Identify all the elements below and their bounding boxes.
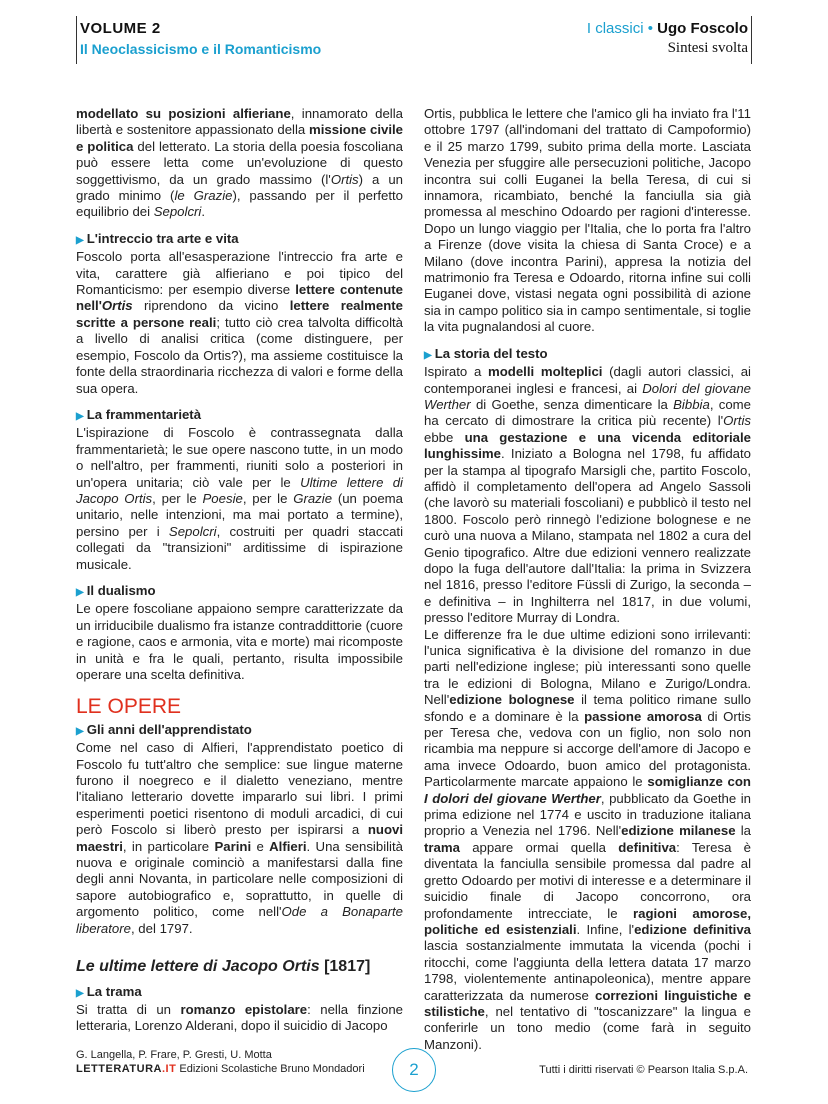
footer-publisher-line: LETTERATURA.IT Edizioni Scolastiche Bruno Mondadori (76, 1063, 365, 1075)
section-heading: ▶ La frammentarietà (76, 406, 202, 422)
triangle-icon: ▶ (424, 349, 432, 361)
section-heading: ▶ La storia del testo (424, 345, 548, 361)
footer-rights: Tutti i diritti riservati © Pearson Italia S.p.A. (539, 1064, 748, 1076)
page-number: 2 (392, 1048, 436, 1092)
paragraph: Foscolo porta all'esasperazione l'intreccio fra arte e vita, carattere già alfieriano e poi tipico del Romanticismo: per esempio diverse lettere contenute nell'Ortis riprendono da vicino lettere realmente scritte a persone reali; tutto ciò crea talvolta difficoltà a livello di analisi critica (come distinguere, per esempio, Foscolo da Ortis?), ma assieme costituisce la fonte della straordinaria ricchezza di valori e forme della sua opera. (76, 249, 403, 396)
header-left (80, 20, 321, 57)
paragraph: L'ispirazione di Foscolo è contrassegnata dalla frammentarietà; le sue opere nascono tutte, in un modo o nell'altro, per frammenti, riuniti solo a posteriori in un'opera unitaria; ciò vale per le Ultime lettere di Jacopo Ortis, per le Poesie, per le Grazie (un poema unitario, nelle intenzioni, ma mai portato a termine), persino per i Sepolcri, costruiti per quadri staccati collegati da "transizioni" arditissime di ispirazione musicale. (76, 425, 404, 572)
paragraph: modellato su posizioni alfieriane, innamorato della libertà e sostenitore appassionato della missione civile e politica del letterato. La storia della poesia foscoliana può essere letta come un'evoluzione di questo soggettivismo, da un grado massimo (l'Ortis) a un grado minimo (le Grazie), passando per il perfetto equilibrio dei Sepolcri. (76, 106, 404, 220)
right-column (424, 106, 751, 1053)
section-heading: ▶ La trama (76, 983, 142, 999)
brand-logo: LETTERATURA.IT (76, 1063, 177, 1075)
work-title: Le ultime lettere di Jacopo Ortis [1817] (76, 958, 371, 976)
paragraph: Come nel caso di Alfieri, l'apprendistato poetico di Foscolo fu tutt'altro che semplice: sue lingue materne furono il noegreco e il dialetto veneziano, mentre l'italiano letterario dovette impararlo sui libri. I primi esperimenti poetici risentono di moduli arcadici, di cui però Foscolo si liberò presto per ispirarsi a nuovi maestri, in particolare Parini e Alfieri. Una sensibilità nuova e originale cominciò a manifestarsi dalla fine degli anni Novanta, in particolare nelle composizioni di sapore autobiografico e, soprattutto, in quelle di argomento politico, come nell'Ode a Bonaparte liberatore, del 1797. (76, 740, 403, 936)
section-heading: ▶ L'intreccio tra arte e vita (76, 230, 239, 246)
header-rule-left (76, 16, 77, 64)
paragraph: Le opere foscoliane appaiono sempre caratterizzate da un irriducibile dualismo fra istanze contraddittorie (cuore e ragione, caos e armonia, vita e morte) mai ricomposte in unità e fra le quali, pertanto, risulta impossibile operare una scelta definitiva. (76, 601, 403, 682)
triangle-icon: ▶ (76, 987, 84, 999)
header-right (587, 20, 748, 57)
section-type: Sintesi svolta (667, 40, 748, 56)
paragraph: Si tratta di un romanzo epistolare: nella finzione letteraria, Lorenzo Alderani, dopo il suicidio di Jacopo (76, 1001, 403, 1034)
volume-label: VOLUME 2 (80, 20, 161, 37)
triangle-icon: ▶ (76, 410, 84, 422)
series-label: I classici • Ugo Foscolo (586, 20, 748, 37)
header-rule-right (751, 16, 752, 64)
paragraph: Ortis, pubblica le lettere che l'amico gli ha inviato fra l'11 ottobre 1797 (all'indomani del trattato di Campoformio) e il 25 marzo 1799, subito prima della morte. Lasciata Venezia per sfuggire alle persecuzioni politiche, Jacopo incontra sui colli Euganei la bella Teresa, di cui si innamora, ricambiato, benché la fanciulla sia già promessa al meschino Odoardo per ragioni d'interesse. Dopo un lungo viaggio per l'Italia, che lo porta fra l'altro a Firenze (dove visita la chiesa di Santa Croce) e a Milano (dove incontra Parini), appresa la notizia del matrimonio fra Teresa e Odoardo, ritorna infine sui colli Euganei dove, vistasi negata ogni possibilità di azione sia in campo politico sia in campo sentimentale, si toglie la vita pugnalandosi al cuore. (424, 106, 751, 335)
section-heading: ▶ Gli anni dell'apprendistato (76, 721, 252, 737)
left-column (76, 106, 403, 1035)
paragraph: Ispirato a modelli molteplici (dagli autori classici, ai contemporanei inglesi e francesi, ai Dolori del giovane Werther di Goethe, senza dimenticare la Bibbia, come ha cercato di dimostrare la critica più recente) l'Ortis ebbe una gestazione e una vicenda editoriale lunghissime. Iniziato a Bologna nel 1798, fu affidato per la stampa al tipografo Marsigli che, partito Foscolo, affidò il completamento dell'opera ad Angelo Sassoli (che lavorò su materiali foscoliani) e pubblicò il testo nel 1800. Foscolo però rinnegò l'edizione bolognese e ne curò una nuova a Milano, stampata nel 1802 a cura del Genio tipografico. Altre due edizioni vennero realizzate dopo la fuga dell'autore dall'Italia: la prima in Svizzera nel 1816, presso l'editore Füssli di Zurigo, la seconda – e definitiva – in Inghilterra nel 1817, in due volumi, presso l'editore Murray di Londra. (424, 364, 751, 626)
triangle-icon: ▶ (76, 725, 84, 737)
section-heading: ▶ Il dualismo (76, 582, 156, 598)
footer-credits (76, 1048, 365, 1076)
volume-subtitle: Il Neoclassicismo e il Romanticismo (80, 41, 322, 57)
paragraph: Le differenze fra le due ultime edizioni sono irrilevanti: l'unica significativa è la divisione del romanzo in due parti nell'edizione inglese; più interessanti sono quelle tra le edizioni di Bologna, Milano e Zurigo/Londra. Nell'edizione bolognese il tema politico rimane sullo sfondo e a dominare è la passione amorosa di Ortis per Teresa che, vedova con un figlio, non solo non ricambia ma neppure si accorge dell'amore di Jacopo e ama invece Odoardo, buon amico del protagonista. Particolarmente marcate appaiono le somiglianze con I dolori del giovane Werther, pubblicato da Goethe in prima edizione nel 1774 e uscito in traduzione italiana proprio a Venezia nel 1796. Nell'edizione milanese la trama appare ormai quella definitiva: Teresa è diventata la fanciulla sensibile promessa dal padre al gretto Odoardo per motivi di interesse e a determinare il suicidio finale di Jacopo concorrono, ora profondamente intrecciate, le ragioni amorose, politiche ed esistenziali. Infine, l'edizione definitiva lascia sostanzialmente immutata la vicenda (pochi i ritocchi, come l'aggiunta della lettera datata 17 marzo 1798, violentemente antinapoleonica), mentre appare caratterizzata da numerose correzioni linguistiche e stilistiche, nel tentativo di "toscanizzare" la lingua e conferirle un tono medio (come farà in seguito Manzoni). (424, 626, 752, 1052)
triangle-icon: ▶ (76, 234, 84, 246)
chapter-title: LE OPERE (76, 695, 182, 719)
footer-authors: G. Langella, P. Frare, P. Gresti, U. Motta (76, 1049, 272, 1061)
triangle-icon: ▶ (76, 586, 84, 598)
